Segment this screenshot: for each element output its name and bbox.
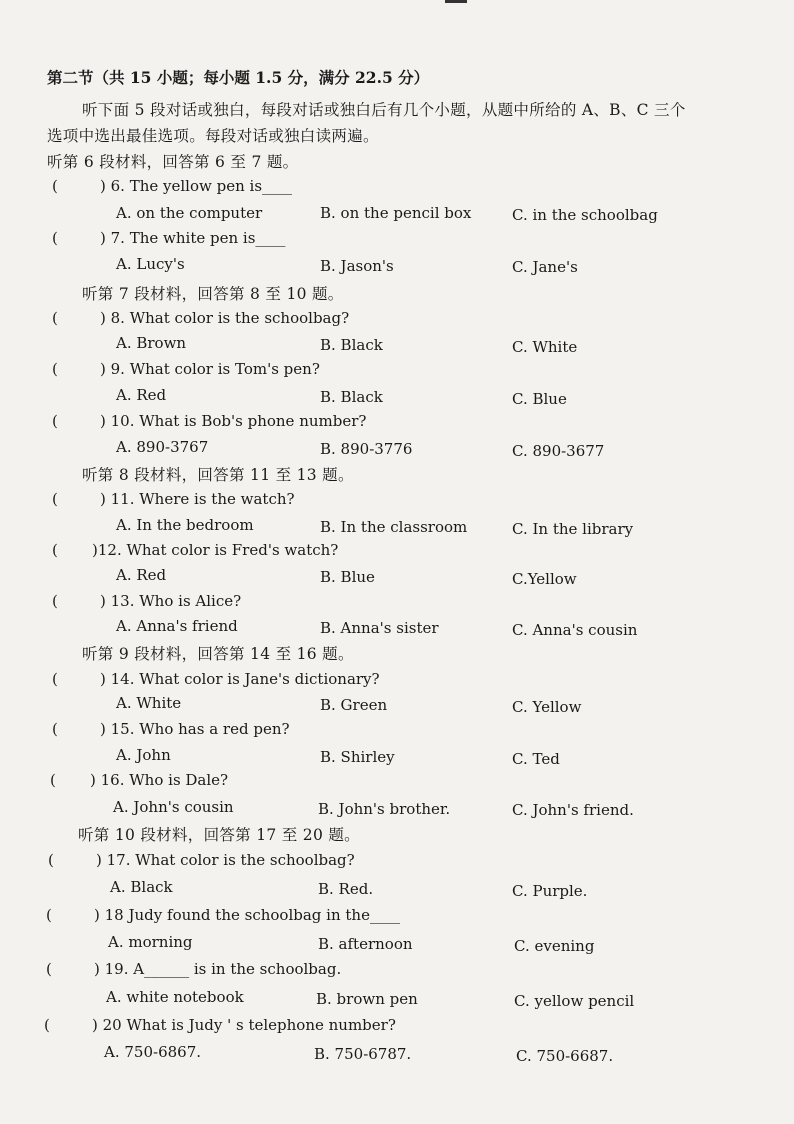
answer-paren-close: ): [94, 906, 100, 924]
question-19: [46, 960, 341, 978]
group-header-10: 听第 10 段材料，回答第 17 至 20 题。: [78, 826, 360, 844]
q9-option-a[interactable]: A. Red: [116, 386, 167, 404]
question-stem: 10. What is Bob's phone number?: [110, 412, 367, 430]
answer-paren-close: ): [100, 412, 106, 430]
answer-paren-close: ): [100, 360, 106, 378]
question-stem: 15. Who has a red pen?: [110, 720, 290, 738]
q18-option-c[interactable]: C. evening: [514, 937, 595, 955]
q7-option-c[interactable]: C. Jane's: [512, 258, 578, 276]
q17-option-c[interactable]: C. Purple.: [512, 882, 588, 900]
q14-option-b[interactable]: B. Green: [320, 696, 388, 714]
answer-paren-close: ): [92, 1016, 98, 1034]
q8-option-c[interactable]: C. White: [512, 338, 578, 356]
question-12: [52, 541, 338, 559]
q15-option-c[interactable]: C. Ted: [512, 750, 560, 768]
answer-paren-open[interactable]: (: [48, 851, 54, 869]
answer-paren-close: ): [90, 771, 96, 789]
question-stem: 18 Judy found the schoolbag in the____: [104, 906, 400, 924]
answer-paren-open[interactable]: (: [52, 309, 58, 327]
q12-option-c[interactable]: C.Yellow: [512, 570, 577, 588]
q8-option-b[interactable]: B. Black: [320, 336, 383, 354]
answer-paren-open[interactable]: (: [46, 906, 52, 924]
answer-paren-close: ): [100, 309, 106, 327]
answer-paren-close: ): [96, 851, 102, 869]
question-stem: 20 What is Judy ' s telephone number?: [102, 1016, 396, 1034]
q11-option-a[interactable]: A. In the bedroom: [116, 516, 254, 534]
q13-option-c[interactable]: C. Anna's cousin: [512, 621, 638, 639]
page-top-mark: [445, 0, 467, 3]
answer-paren-close: ): [100, 490, 106, 508]
q20-option-c[interactable]: C. 750-6687.: [516, 1047, 614, 1065]
q11-option-b[interactable]: B. In the classroom: [320, 518, 468, 536]
q6-option-a[interactable]: A. on the computer: [116, 204, 263, 222]
q13-option-b[interactable]: B. Anna's sister: [320, 619, 439, 637]
answer-paren-close: ): [100, 592, 106, 610]
question-11: [52, 490, 295, 508]
q16-option-c[interactable]: C. John's friend.: [512, 801, 634, 819]
group-header-9: 听第 9 段材料，回答第 14 至 16 题。: [82, 645, 354, 663]
group-header-7: 听第 7 段材料，回答第 8 至 10 题。: [82, 285, 344, 303]
q14-option-c[interactable]: C. Yellow: [512, 698, 582, 716]
answer-paren-open[interactable]: (: [52, 720, 58, 738]
q20-option-b[interactable]: B. 750-6787.: [314, 1045, 412, 1063]
q12-option-b[interactable]: B. Blue: [320, 568, 375, 586]
q12-option-a[interactable]: A. Red: [116, 566, 167, 584]
question-7: [52, 229, 285, 247]
q9-option-b[interactable]: B. Black: [320, 388, 383, 406]
q20-option-a[interactable]: A. 750-6867.: [104, 1043, 202, 1061]
answer-paren-open[interactable]: (: [52, 541, 58, 559]
q9-option-c[interactable]: C. Blue: [512, 390, 567, 408]
q14-option-a[interactable]: A. White: [116, 694, 182, 712]
question-stem: 13. Who is Alice?: [110, 592, 242, 610]
question-stem: 9. What color is Tom's pen?: [110, 360, 320, 378]
question-stem: 6. The yellow pen is____: [110, 177, 293, 195]
q11-option-c[interactable]: C. In the library: [512, 520, 634, 538]
section-title: 第二节（共 15 小题；每小题 1.5 分，满分 22.5 分）: [47, 68, 430, 87]
question-stem: 7. The white pen is____: [110, 229, 286, 247]
question-stem: 16. Who is Dale?: [100, 771, 229, 789]
answer-paren-close: ): [94, 960, 100, 978]
q7-option-a[interactable]: A. Lucy's: [116, 255, 185, 273]
q6-option-c[interactable]: C. in the schoolbag: [512, 206, 658, 224]
q10-option-c[interactable]: C. 890-3677: [512, 442, 605, 460]
answer-paren-open[interactable]: (: [52, 490, 58, 508]
answer-paren-close: ): [100, 720, 106, 738]
q17-option-b[interactable]: B. Red.: [318, 880, 374, 898]
group-header-8: 听第 8 段材料，回答第 11 至 13 题。: [82, 466, 354, 484]
q16-option-a[interactable]: A. John's cousin: [113, 798, 234, 816]
question-14: [52, 670, 380, 688]
question-6: [52, 177, 292, 195]
answer-paren-open[interactable]: (: [52, 670, 58, 688]
answer-paren-open[interactable]: (: [52, 229, 58, 247]
answer-paren-open[interactable]: (: [52, 177, 58, 195]
q18-option-a[interactable]: A. morning: [108, 933, 193, 951]
question-stem: 8. What color is the schoolbag?: [110, 309, 350, 327]
q17-option-a[interactable]: A. Black: [110, 878, 173, 896]
q10-option-b[interactable]: B. 890-3776: [320, 440, 413, 458]
answer-paren-open[interactable]: (: [50, 771, 56, 789]
q19-option-b[interactable]: B. brown pen: [316, 990, 418, 1008]
question-stem: 19. A______ is in the schoolbag.: [104, 960, 342, 978]
q18-option-b[interactable]: B. afternoon: [318, 935, 413, 953]
q6-option-b[interactable]: B. on the pencil box: [320, 204, 472, 222]
question-15: [52, 720, 290, 738]
question-10: [52, 412, 366, 430]
section-instruction-line-1: 听下面 5 段对话或独白，每段对话或独白后有几个小题，从题中所给的 A、B、C 三个: [82, 101, 686, 119]
q7-option-b[interactable]: B. Jason's: [320, 257, 394, 275]
answer-paren-open[interactable]: (: [44, 1016, 50, 1034]
answer-paren-open[interactable]: (: [52, 592, 58, 610]
q15-option-b[interactable]: B. Shirley: [320, 748, 395, 766]
q8-option-a[interactable]: A. Brown: [116, 334, 187, 352]
section-instruction-line-2: 选项中选出最佳选项。每段对话或独白读两遍。: [47, 127, 379, 145]
answer-paren-close: ): [92, 541, 98, 559]
question-stem: 17. What color is the schoolbag?: [106, 851, 355, 869]
question-16: [50, 771, 228, 789]
question-stem: 12. What color is Fred's watch?: [97, 541, 339, 559]
q16-option-b[interactable]: B. John's brother.: [318, 800, 451, 818]
question-18: [46, 906, 400, 924]
question-stem: 11. Where is the watch?: [110, 490, 295, 508]
q19-option-a[interactable]: A. white notebook: [106, 988, 244, 1006]
answer-paren-open[interactable]: (: [52, 360, 58, 378]
group-header-6: 听第 6 段材料，回答第 6 至 7 题。: [47, 153, 299, 171]
q19-option-c[interactable]: C. yellow pencil: [514, 992, 635, 1010]
question-stem: 14. What color is Jane's dictionary?: [110, 670, 380, 688]
q13-option-a[interactable]: A. Anna's friend: [116, 617, 238, 635]
answer-paren-close: ): [100, 229, 106, 247]
question-9: [52, 360, 320, 378]
question-17: [48, 851, 355, 869]
answer-paren-open[interactable]: (: [46, 960, 52, 978]
question-13: [52, 592, 241, 610]
question-8: [52, 309, 349, 327]
answer-paren-open[interactable]: (: [52, 412, 58, 430]
q10-option-a[interactable]: A. 890-3767: [116, 438, 209, 456]
question-20: [44, 1016, 396, 1034]
answer-paren-close: ): [100, 177, 106, 195]
answer-paren-close: ): [100, 670, 106, 688]
q15-option-a[interactable]: A. John: [116, 746, 171, 764]
